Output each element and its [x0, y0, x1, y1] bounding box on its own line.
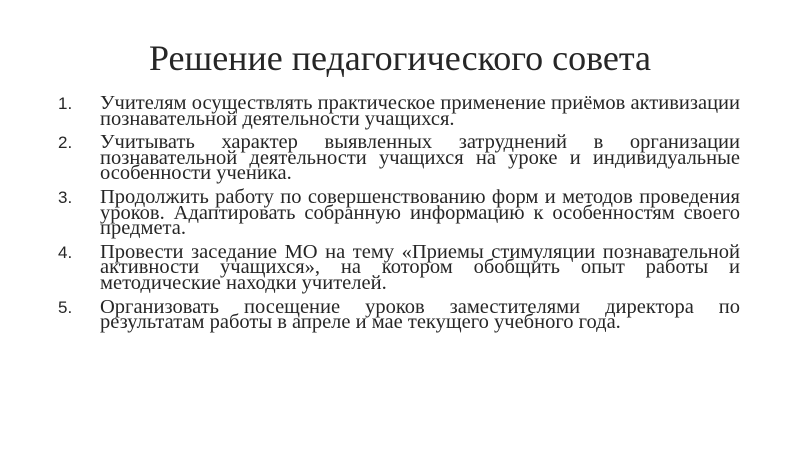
item-text: Учитывать характер выявленных затруднений в организации познавательной деятельности учащихся на уроке и индивидуальные особенности ученика. — [100, 131, 740, 185]
item-number: 1. — [58, 94, 73, 113]
list-item — [58, 185, 740, 240]
slide-title: Решение педагогического совета — [148, 38, 652, 78]
item-number: 2. — [58, 133, 73, 153]
list-item — [58, 131, 740, 185]
item-text: Организовать посещение уроков заместителями директора по результатам работы в апреле и мае текущего учебного года. — [100, 295, 740, 334]
list-item — [58, 240, 740, 294]
list-item — [58, 295, 740, 334]
item-text: Продолжить работу по совершенствованию форм и методов проведения уроков. Адаптировать собранную информацию к особенностям своего предмета. — [100, 185, 740, 240]
item-number: 3. — [58, 187, 73, 207]
item-text: Учителям осуществлять практическое применение приёмов активизации познавательной деятельности учащихся. — [100, 92, 740, 130]
item-number: 4. — [58, 242, 73, 262]
list-item — [58, 92, 740, 130]
item-text: Провести заседание МО на тему «Приемы стимуляции познавательной активности учащихся», на котором обобщить опыт работы и методические находки учителей. — [100, 240, 740, 294]
item-number: 5. — [58, 297, 73, 317]
decision-list — [58, 92, 740, 339]
